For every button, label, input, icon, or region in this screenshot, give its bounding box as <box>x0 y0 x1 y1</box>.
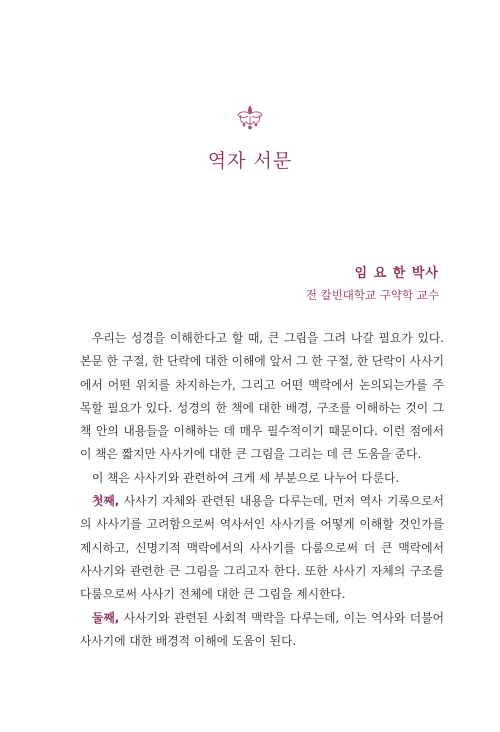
paragraph-text: 이 책은 사사기와 관련하여 크게 세 부분으로 나누어 다룬다. <box>92 470 400 485</box>
paragraph <box>80 607 444 654</box>
paragraph-lead: 둘째, <box>92 610 120 625</box>
paragraph <box>80 327 444 467</box>
paragraph-text: 사사기와 관련된 사회적 맥락을 다루는데, 이는 역사와 더불어 사사기에 대한 배경적 이해에 도움이 된다. <box>80 610 444 648</box>
paragraph <box>80 490 444 606</box>
fleuron-ornament-icon <box>235 103 265 131</box>
author-affiliation: 전 칼빈대학교 구약학 교수 <box>305 288 439 302</box>
paragraph <box>80 467 444 490</box>
paragraph-text: 사사기 자체와 관련된 내용을 다루는데, 먼저 역사 기록으로서의 사사기를 고려함으로써 역사서인 사사기를 어떻게 이해할 것인가를 제시하고, 신명기적 맥락에서의 사사기를 다룸으로써 더 큰 맥락에서 사사기와 관련한 큰 그림을 그리고자 한다. 또한 사사기 자체의 구조를 다룸으로써 사사기 전체에 대한 큰 그림을 제시한다. <box>80 494 444 602</box>
author-block <box>306 262 439 303</box>
paragraph-text: 우리는 성경을 이해한다고 할 때, 큰 그림을 그려 나갈 필요가 있다. 본문 한 구절, 한 단락에 대한 이해에 앞서 그 한 구절, 한 단락이 사사기에서 어떤 위치를 차지하는가, 그리고 어떤 맥락에서 논의되는가를 주목할 필요가 있다. 성경의 한 책에 대한 배경, 구조를 이해하는 것이 그 책 안의 내용들을 이해하는 데 매우 필수적이기 때문이다. 이런 점에서 이 책은 짧지만 사사기에 대한 큰 그림을 그리는 데 큰 도움을 준다. <box>80 331 444 462</box>
author-name: 임 요 한 박사 <box>354 266 439 281</box>
body-text <box>80 327 444 653</box>
chapter-title: 역자 서문 <box>207 150 293 172</box>
paragraph-lead: 첫째, <box>92 494 120 509</box>
